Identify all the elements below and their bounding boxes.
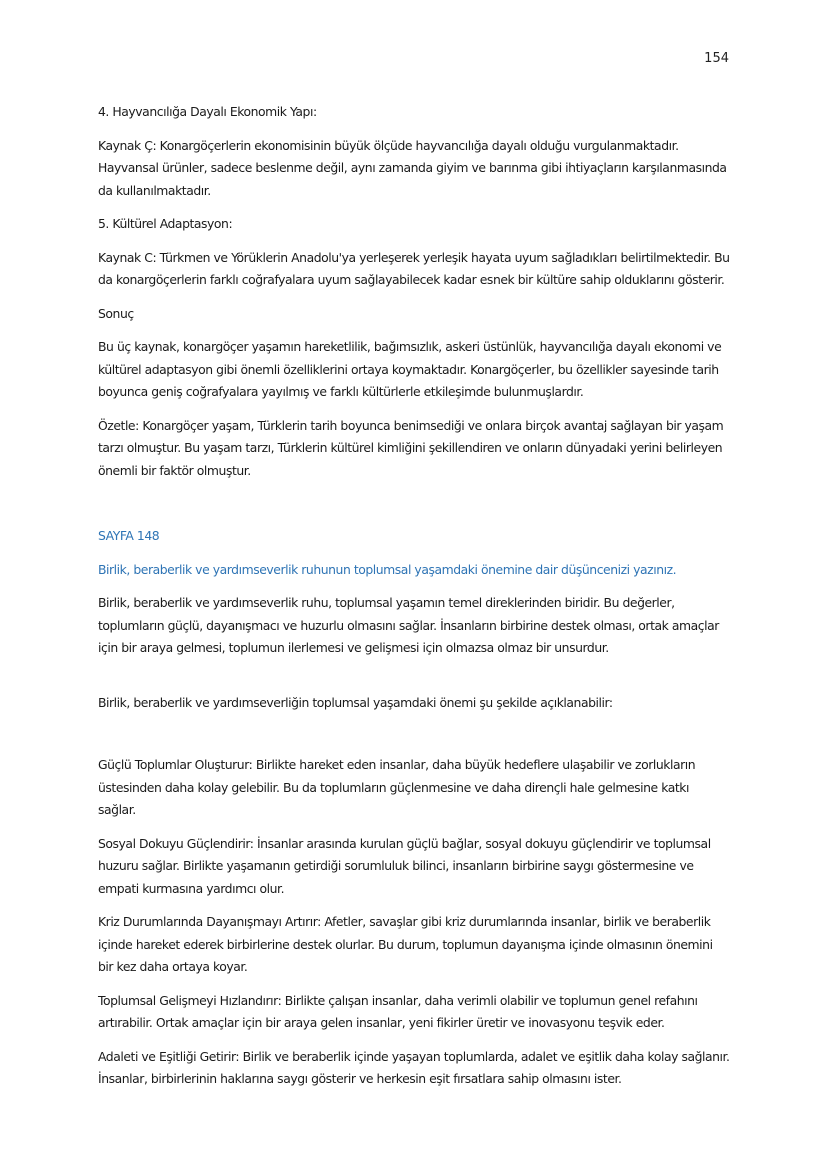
question-text: Birlik, beraberlik ve yardımseverlik ruhunun toplumsal yaşamdaki önemine dair düşüncenizi yazınız. [98,561,677,577]
page-reference-label: SAYFA 148 [98,528,160,543]
point-paragraph: Kriz Durumlarında Dayanışmayı Artırır: Afetler, savaşlar gibi kriz durumlarında insanlar, birlik ve beraberlik içinde hareket ederek birbirlerine destek olurlar. Bu durum, toplumun dayanışma içinde olmasının önemini bir kez daha ortaya koyar. [98,914,713,974]
paragraph-source-c: Kaynak C: Türkmen ve Yörüklerin Anadolu'ya yerleşerek yerleşik hayata uyum sağladıkları belirtilmektedir. Bu da konargöçerlerin farklı coğrafyalara uyum sağlayabilecek kadar esnek bir kültüre sahip olduklarını gösterir. [98,249,730,287]
point-paragraph: Güçlü Toplumlar Oluşturur: Birlikte hareket eden insanlar, daha büyük hedeflere ulaşabilir ve zorlukların üstesinden daha kolay gelebilir. Bu da toplumların güçlenmesine ve daha dirençli hale gelmesine katkı sağlar. [98,757,696,817]
page-number: 154 [704,51,729,66]
conclusion-paragraph: Bu üç kaynak, konargöçer yaşamın hareketlilik, bağımsızlık, askeri üstünlük, hayvancılığa dayalı ekonomi ve kültürel adaptasyon gibi önemli özelliklerini ortaya koymaktadır. Konargöçerler, bu özellikler sayesinde tarih boyunca geniş coğrafyalara yayılmış ve farklı kültürlerle etkileşimde bulunmuşlardır. [98,339,722,399]
point-paragraph: Sosyal Dokuyu Güçlendirir: İnsanlar arasında kurulan güçlü bağlar, sosyal dokuyu güçlendirir ve toplumsal huzuru sağlar. Birlikte yaşamanın getirdiği sorumluluk bilinci, insanların birbirine saygı göstermesine ve empati kurmasına yardımcı olur. [98,835,711,896]
point-paragraph: Adaleti ve Eşitliği Getirir: Birlik ve beraberlik içinde yaşayan toplumlarda, adalet ve eşitlik daha kolay sağlanır. İnsanlar, birbirlerinin haklarına saygı gösterir ve herkesin eşit fırsatlara sahip olmasını ister. [98,1048,730,1086]
page-content [98,101,730,1091]
section-heading-5: 5. Kültürel Adaptasyon: [98,216,233,231]
intro-paragraph: Birlik, beraberlik ve yardımseverlik ruhu, toplumsal yaşamın temel direklerinden biridir. Bu değerler, toplumların güçlü, dayanışmacı ve huzurlu olmasını sağlar. İnsanların birbirine destek olması, ortak amaçlar için bir araya gelmesi, toplumun ilerlemesi ve gelişmesi için olmazsa olmaz bir unsurdur. [98,595,719,655]
point-paragraph: Toplumsal Gelişmeyi Hızlandırır: Birlikte çalışan insanlar, daha verimli olabilir ve toplumun genel refahını artırabilir. Ortak amaçlar için bir araya gelen insanlar, yeni fikirler üretir ve inovasyonu teşvik eder. [98,992,698,1030]
section-heading-4: 4. Hayvancılığa Dayalı Ekonomik Yapı: [98,104,317,119]
lead-paragraph: Birlik, beraberlik ve yardımseverliğin toplumsal yaşamdaki önemi şu şekilde açıklanabilir: [98,694,613,710]
paragraph-source-c-cedilla: Kaynak Ç: Konargöçerlerin ekonomisinin büyük ölçüde hayvancılığa dayalı olduğu vurgulanmaktadır. Hayvansal ürünler, sadece beslenme değil, aynı zamanda giyim ve barınma gibi ihtiyaçların karşılanmasında da kullanılmaktadır. [98,137,727,198]
conclusion-heading: Sonuç [98,305,134,321]
summary-paragraph: Özetle: Konargöçer yaşam, Türklerin tarih boyunca benimsediği ve onlara birçok avantaj sağlayan bir yaşam tarzı olmuştur. Bu yaşam tarzı, Türklerin kültürel kimliğini şekillendiren ve onların dünyadaki yerini belirleyen önemli bir faktör olmuştur. [98,417,724,478]
